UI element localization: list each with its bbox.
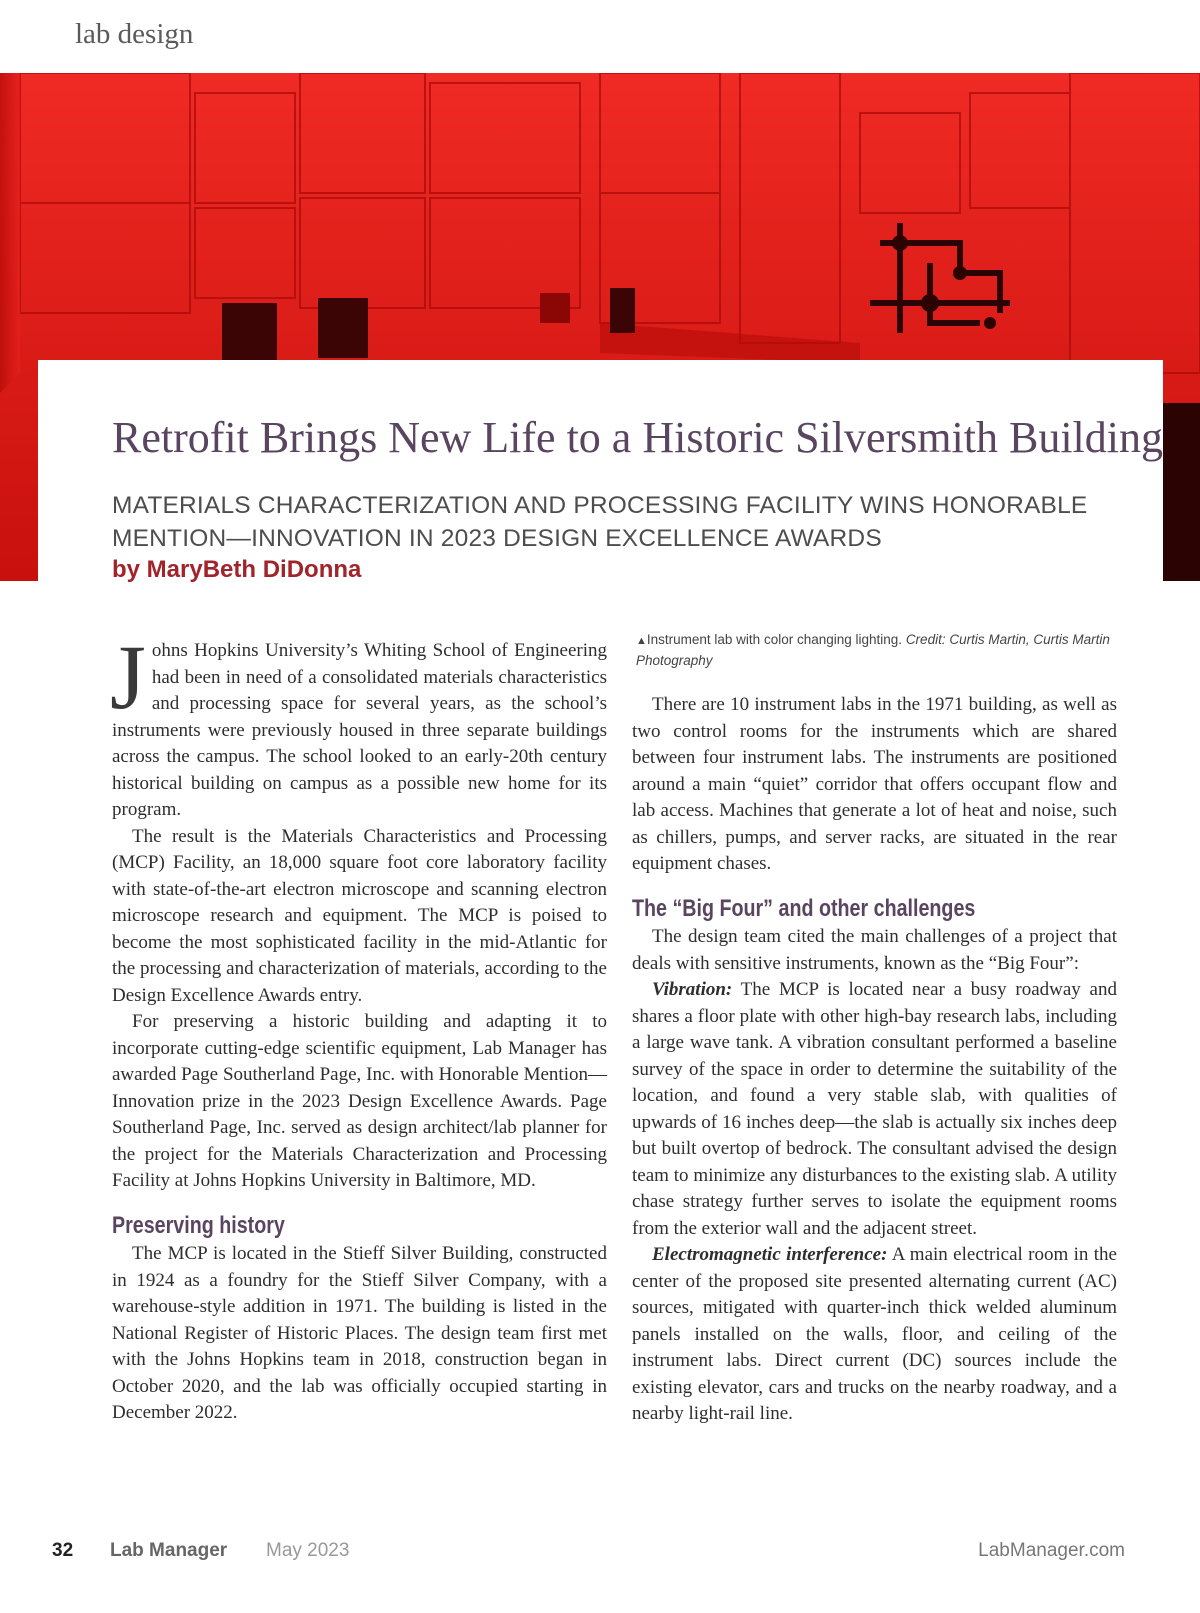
paragraph-4: The MCP is located in the Stieff Silver Building, constructed in 1924 as a foundry for the Stieff Silver Company, with a warehouse-style addition in 1971. The building is listed in the National Register of Historic Places. The design team first met with the Johns Hopkins team in 2018, construction began in October 2020, and the lab was officially occupied starting in December 2022. <box>112 1243 607 1423</box>
paragraph-6: The design team cited the main challenges of a project that deals with sensitive instruments, known as the “Big Four”: <box>632 926 1117 974</box>
subhead-big-four: The “Big Four” and other challenges <box>632 894 976 922</box>
paragraph-1 <box>110 626 607 824</box>
left-column <box>110 626 607 1427</box>
page-number: 32 <box>52 1540 74 1561</box>
paragraph-1-text: ohns Hopkins University’s Whiting School of Engineering had been in need of a consolidated materials characteristics and processing space for several years, as the school’s instruments were previously housed in three separate buildings across the campus. The school looked to an early-20th century historical building on campus as a possible new home for its program. <box>112 640 607 820</box>
article-deck: MATERIALS CHARACTERIZATION AND PROCESSING FACILITY WINS HONORABLE MENTION—INNOVATION IN 2023 DESIGN EXCELLENCE AWARDS <box>112 492 1088 552</box>
issue-date: May 2023 <box>266 1540 350 1561</box>
emi-text: A main electrical room in the center of the proposed site presented alternating current (AC) sources, mitigated with quarter-inch thick welded aluminum panels installed on the walls, floor, and ceiling of the instrument labs. Direct current (DC) sources include the existing elevator, cars and trucks on the nearby roadway, and a nearby light-rail line. <box>632 1244 1117 1424</box>
caption-text: Instrument lab with color changing lighting. <box>646 632 903 647</box>
caption-credit: Credit: Curtis Martin, Curtis Martin Photography <box>636 632 1110 668</box>
paragraph-emi <box>632 1242 1117 1428</box>
article-title: Retrofit Brings New Life to a Historic Silversmith Building <box>112 413 1163 462</box>
emi-lead: Electromagnetic interference: <box>652 1244 888 1265</box>
dropcap: J <box>110 626 146 728</box>
subhead-preserving-history: Preserving history <box>112 1211 285 1239</box>
right-column <box>632 692 1117 1428</box>
vibration-lead: Vibration: <box>652 979 733 1000</box>
magazine-name: Lab Manager <box>110 1540 228 1561</box>
section-label: lab design <box>75 18 194 50</box>
paragraph-2: The result is the Materials Characteristics and Processing (MCP) Facility, an 18,000 square foot core laboratory facility with state-of-the-art electron microscope and scanning electron microscope research and equipment. The MCP is poised to become the most sophisticated facility in the mid-Atlantic for the processing and characterization of materials, according to the Design Excellence Awards entry. <box>112 825 607 1006</box>
vibration-text: The MCP is located near a busy roadway and shares a floor plate with other high-bay research labs, including a large wave tank. A vibration consultant performed a baseline survey of the space in order to determine the suitability of the location, and found a very stable slab, with qualities of upwards of 16 inches deep—the slab is actually six inches deep but built overtop of bedrock. The consultant advised the design team to minimize any disturbances to the existing slab. A utility chase strategy further serves to isolate the equipment rooms from the exterior wall and the adjacent street. <box>632 979 1117 1239</box>
photo-caption <box>636 630 1126 670</box>
article-byline: by MaryBeth DiDonna <box>112 556 362 583</box>
website-link[interactable]: LabManager.com <box>978 1540 1125 1561</box>
caption-arrow-icon: ▲ <box>636 635 647 647</box>
paragraph-vibration <box>632 977 1117 1242</box>
paragraph-3: For preserving a historic building and adapting it to incorporate cutting-edge scientific equipment, Lab Manager has awarded Page Southerland Page, Inc. with Honorable Mention—Innovation prize in the 2023 Design Excellence Awards. Page Southerland Page, Inc. served as design architect/lab planner for the project for the Materials Characterization and Processing Facility at Johns Hopkins University in Baltimore, MD. <box>112 1011 607 1191</box>
paragraph-5: There are 10 instrument labs in the 1971 building, as well as two control rooms for the instruments which are shared between four instrument labs. The instruments are positioned around a main “quiet” corridor that offers occupant flow and lab access. Machines that generate a lot of heat and noise, such as chillers, pumps, and server racks, are situated in the rear equipment chases. <box>632 694 1117 874</box>
page-footer <box>52 1540 1125 1570</box>
